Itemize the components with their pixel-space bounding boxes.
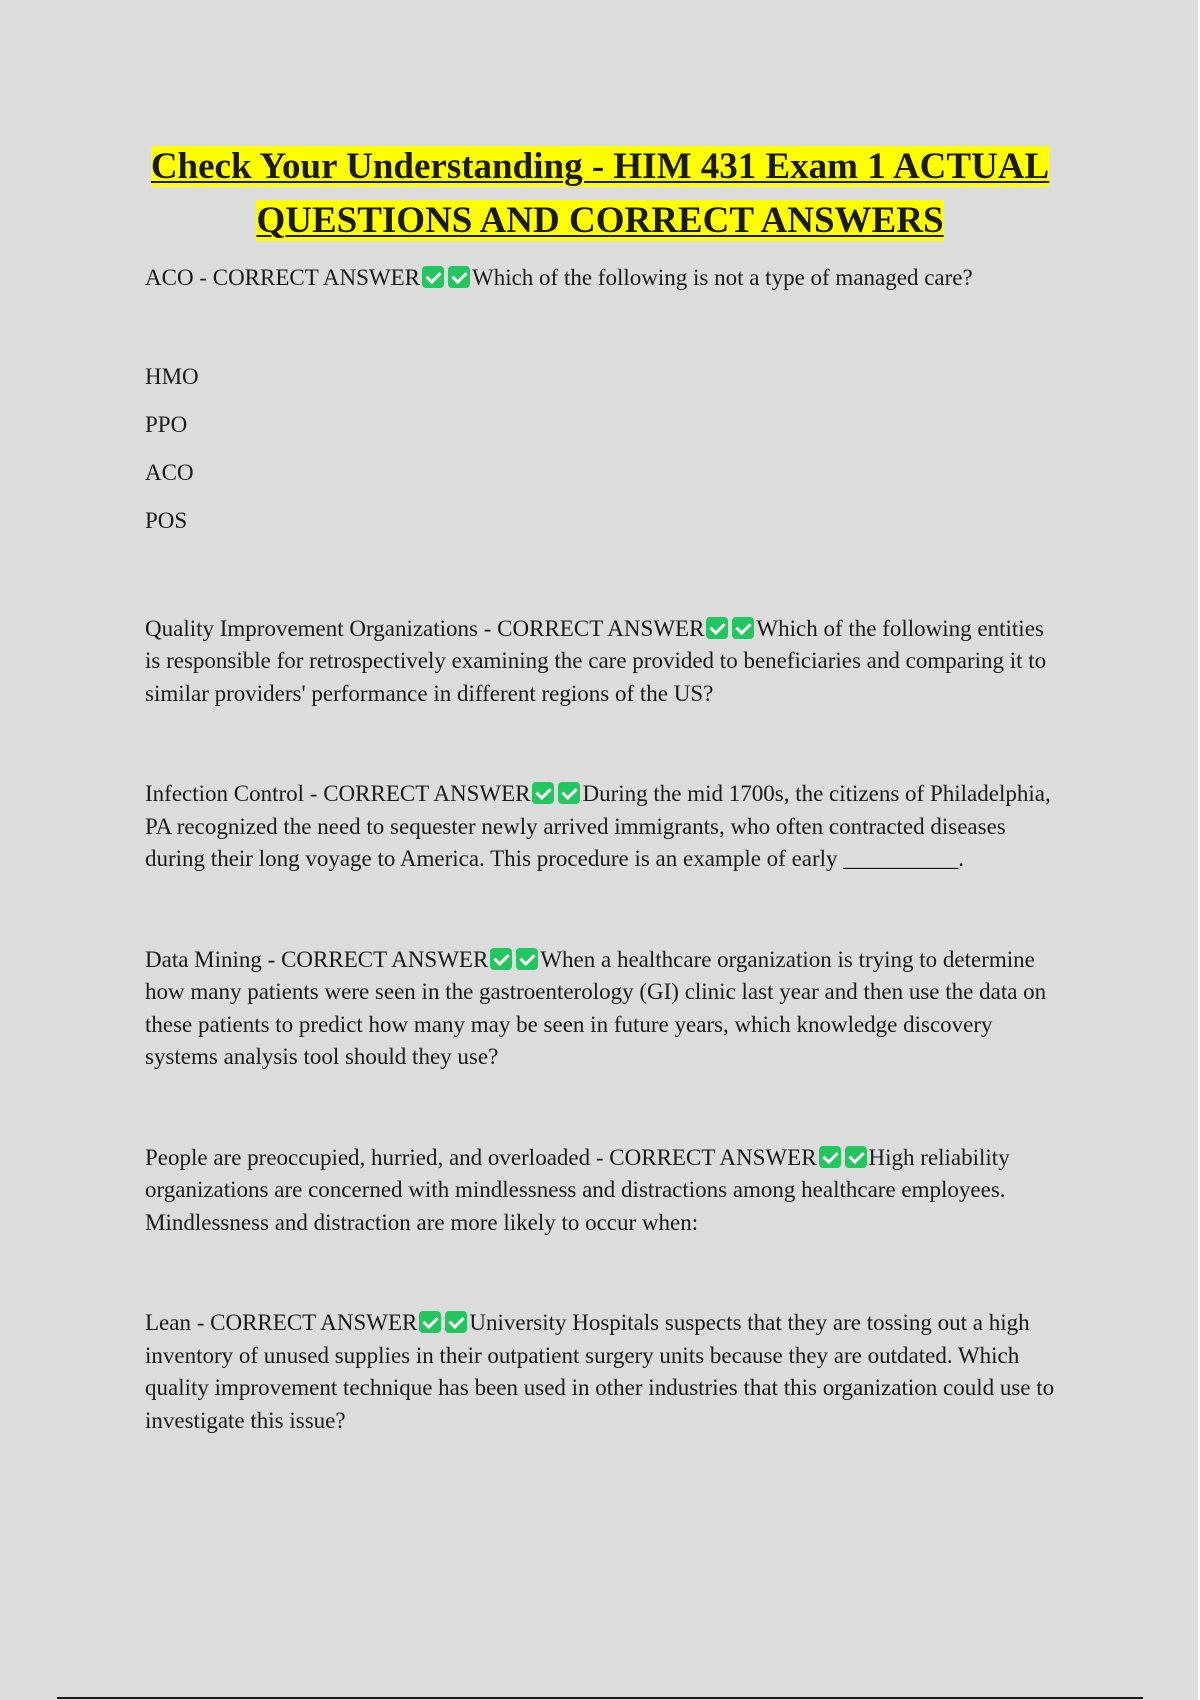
answer-text: Infection Control [145, 781, 305, 806]
option-list [145, 353, 1055, 545]
green-checkmark-icon [422, 266, 444, 288]
green-checkmark-icon [445, 1311, 467, 1333]
answer-text: ACO [145, 265, 194, 290]
answer-text: Quality Improvement Organizations [145, 615, 478, 641]
document-content [145, 140, 1055, 1437]
qa-item: Data Mining - CORRECT ANSWER When a healthcare organization is trying to determine how many patients were seen in the gastroenterology (GI) clinic last year and then use the data on these patients to predict how many may be seen in future years, which knowledge discovery systems analysis tool should they use? [145, 946, 1047, 1069]
green-checkmark-icon [532, 782, 554, 804]
qa-item: Lean - CORRECT ANSWER University Hospitals suspects that they are tossing out a high inventory of unused supplies in their outpatient surgery units because they are outdated. Which quality improvement technique has been used in other industries that this organization could use to investigate this issue? [145, 1310, 1055, 1433]
green-checkmark-icon [490, 948, 512, 970]
option-item: HMO [145, 363, 199, 389]
green-checkmark-icon [558, 782, 580, 804]
green-checkmark-icon [706, 617, 728, 639]
question-text: University Hospitals suspects that they are tossing out a high inventory of unused supplies in their outpatient surgery units because they are outdated. Which quality improvement technique has been used in other industries that this organization could use to investigate this issue? [145, 1310, 1055, 1433]
qa-item: People are preoccupied, hurried, and overloaded - CORRECT ANSWER High reliability organizations are concerned with mindlessness and distractions among healthcare employees. Mindlessness and distraction are more likely to occur when: [145, 1144, 1010, 1235]
document-title-text: Check Your Understanding - HIM 431 Exam 1 ACTUAL QUESTIONS AND CORRECT ANSWERS [150, 146, 1050, 241]
question-text: Which of the following entities is responsible for retrospectively examining the care provided to beneficiaries and comparing it to similar providers' performance in different regions of the US? [145, 615, 1047, 706]
green-checkmark-icon [419, 1311, 441, 1333]
answer-marker: CORRECT ANSWER [210, 1310, 418, 1335]
answer-text: People are preoccupied, hurried, and overloaded [145, 1144, 591, 1170]
green-checkmark-icon [516, 948, 538, 970]
qa-item: Infection Control - CORRECT ANSWER During the mid 1700s, the citizens of Philadelphia, PA recognized the need to sequester newly arrived immigrants, who often contracted diseases during their long voyage to America. This procedure is an example of early __________. [145, 781, 1051, 871]
answer-marker: CORRECT ANSWER [281, 946, 489, 972]
answer-text: Data Mining [145, 946, 262, 972]
question-text: During the mid 1700s, the citizens of Philadelphia, PA recognized the need to sequester newly arrived immigrants, who often contracted diseases during their long voyage to America. This procedure is an example of early __________. [145, 781, 1051, 871]
answer-marker: CORRECT ANSWER [497, 615, 705, 641]
green-checkmark-icon [732, 617, 754, 639]
answer-marker: CORRECT ANSWER [212, 265, 420, 290]
green-checkmark-icon [448, 266, 470, 288]
answer-marker: CORRECT ANSWER [609, 1144, 817, 1170]
option-item: PPO [145, 411, 188, 437]
answer-marker: CORRECT ANSWER [323, 781, 531, 806]
qa-item: Quality Improvement Organizations - CORRECT ANSWER Which of the following entities is responsible for retrospectively examining the care provided to beneficiaries and comparing it to similar providers' performance in different regions of the US? [145, 615, 1047, 706]
qa-item: ACO - CORRECT ANSWER Which of the following is not a type of managed care? [145, 265, 973, 290]
answer-text: Lean [145, 1310, 191, 1335]
question-text: High reliability organizations are concerned with mindlessness and distractions among healthcare employees. Mindlessness and distraction are more likely to occur when: [145, 1144, 1010, 1235]
question-text: When a healthcare organization is trying to determine how many patients were seen in the gastroenterology (GI) clinic last year and then use the data on these patients to predict how many may be seen in future years, which knowledge discovery systems analysis tool should they use? [145, 946, 1047, 1069]
document-title [145, 140, 1055, 248]
green-checkmark-icon [819, 1146, 841, 1168]
question-text: Which of the following is not a type of managed care? [471, 265, 973, 290]
green-checkmark-icon [845, 1146, 867, 1168]
option-item: ACO [145, 459, 194, 485]
footer-divider [57, 1697, 1143, 1699]
option-item: POS [145, 507, 188, 533]
